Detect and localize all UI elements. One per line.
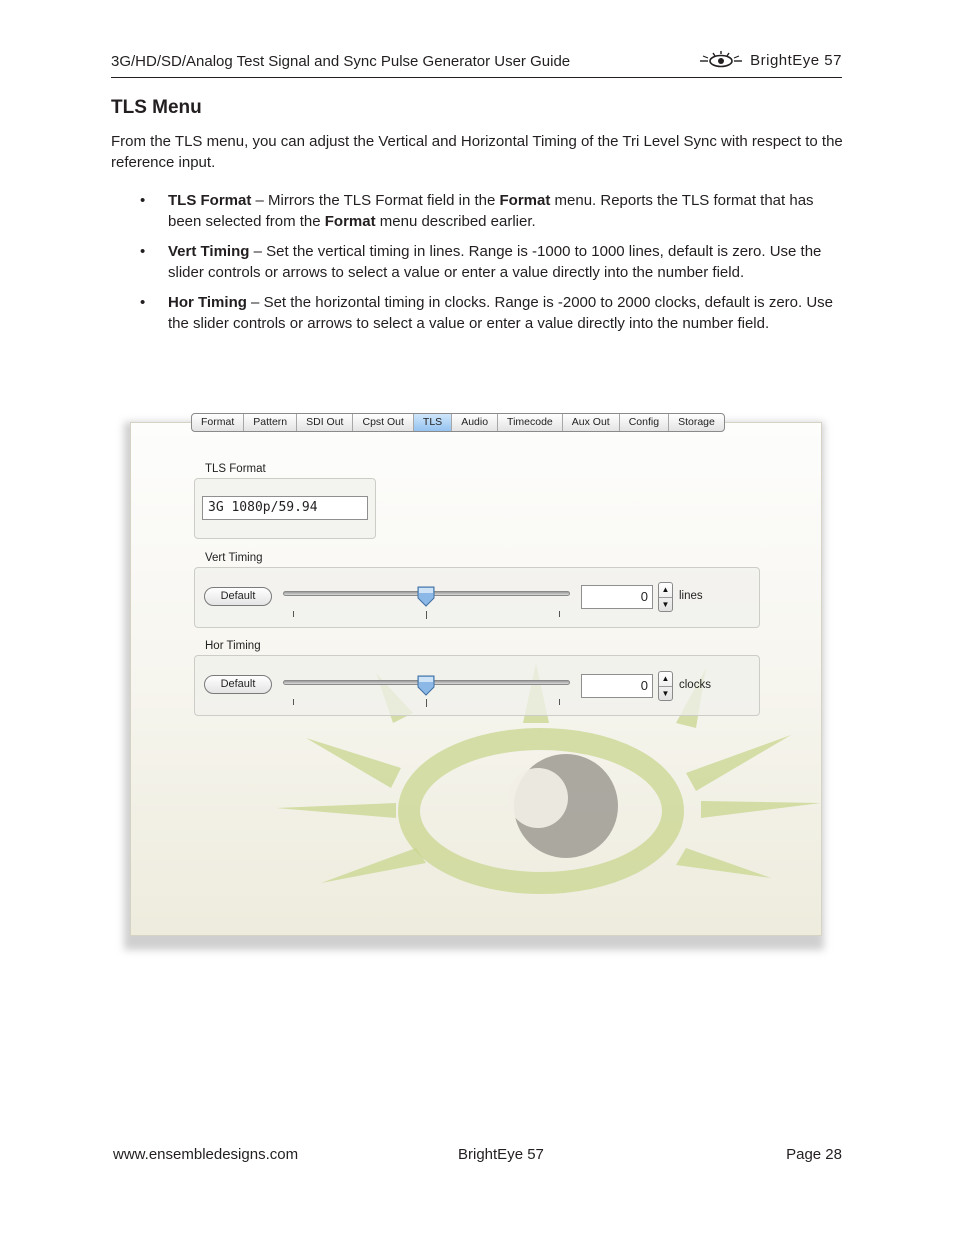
tab-sdi-out[interactable]: SDI Out — [297, 414, 353, 431]
vert-timing-group — [194, 567, 760, 628]
tab-bar — [191, 413, 725, 432]
logo-text: BrightEye 57 — [750, 51, 842, 69]
vert-timing-input[interactable]: 0 — [581, 585, 653, 609]
hor-down-arrow-icon[interactable]: ▼ — [659, 686, 672, 700]
vert-tick-max — [559, 611, 560, 617]
bullet-term: Hor Timing — [168, 294, 247, 311]
bullet-list — [140, 190, 845, 343]
page-header — [111, 50, 842, 78]
tab-timecode[interactable]: Timecode — [498, 414, 563, 431]
footer-website: www.ensembledesigns.com — [113, 1146, 299, 1163]
hor-unit-label: clocks — [679, 679, 711, 691]
hor-default-button[interactable]: Default — [204, 675, 272, 694]
tls-format-field: 3G 1080p/59.94 — [202, 496, 368, 520]
tls-format-label: TLS Format — [205, 463, 266, 475]
vert-down-arrow-icon[interactable]: ▼ — [659, 597, 672, 611]
intro-paragraph: From the TLS menu, you can adjust the Vertical and Horizontal Timing of the Tri Level Sync with respect to the reference input. — [111, 133, 843, 171]
hor-tick-max — [559, 699, 560, 705]
vert-up-arrow-icon[interactable]: ▲ — [661, 585, 670, 594]
tab-audio[interactable]: Audio — [452, 414, 498, 431]
bullet-tls-format: • TLS Format – Mirrors the TLS Format field in the Format menu. Reports the TLS format that has been selected from the Format menu described earlier. — [140, 192, 814, 230]
hor-slider-thumb[interactable] — [417, 675, 435, 696]
hor-timing-group — [194, 655, 760, 716]
tab-tls[interactable]: TLS — [414, 414, 452, 431]
bullet-hor-timing: • Hor Timing – Set the horizontal timing in clocks. Range is -2000 to 2000 clocks, default is zero. Use the slider controls or arrows to select a value or enter a value directly into the number field. — [140, 294, 834, 332]
vert-tick-min — [293, 611, 294, 617]
tab-cpst-out[interactable]: Cpst Out — [353, 414, 413, 431]
section-title: TLS Menu — [111, 97, 202, 118]
hor-tick-mid — [426, 699, 427, 707]
bullet-vert-timing: • Vert Timing – Set the vertical timing in lines. Range is -1000 to 1000 lines, default is zero. Use the slider controls or arrows to select a value or enter a value directly into the number field. — [140, 243, 822, 281]
guide-title: 3G/HD/SD/Analog Test Signal and Sync Pulse Generator User Guide — [111, 53, 571, 70]
tab-config[interactable]: Config — [620, 414, 669, 431]
bullet-term: Vert Timing — [168, 243, 250, 260]
tab-storage[interactable]: Storage — [678, 416, 715, 428]
hor-stepper — [658, 671, 673, 701]
brighteye-logo — [698, 50, 842, 70]
eye-logo-icon — [698, 50, 744, 70]
hor-tick-min — [293, 699, 294, 705]
footer-product: BrightEye 57 — [458, 1146, 544, 1163]
bullet-dot: • — [140, 243, 146, 260]
hor-timing-label: Hor Timing — [205, 640, 261, 652]
vert-unit-label: lines — [679, 590, 703, 602]
bullet-dot: • — [140, 294, 146, 311]
vert-tick-mid — [426, 611, 427, 619]
hor-timing-input[interactable]: 0 — [581, 674, 653, 698]
footer-page-number: Page 28 — [786, 1146, 842, 1163]
bullet-dot: • — [140, 192, 146, 209]
vert-timing-label: Vert Timing — [205, 552, 263, 564]
bullet-term: TLS Format — [168, 192, 252, 209]
tab-format[interactable]: Format — [192, 414, 244, 431]
vert-stepper — [658, 582, 673, 612]
tab-pattern[interactable]: Pattern — [244, 414, 297, 431]
vert-default-button[interactable]: Default — [204, 587, 272, 606]
vert-slider-thumb[interactable] — [417, 586, 435, 607]
tab-aux-out[interactable]: Aux Out — [563, 414, 620, 431]
hor-up-arrow-icon[interactable]: ▲ — [661, 674, 670, 683]
